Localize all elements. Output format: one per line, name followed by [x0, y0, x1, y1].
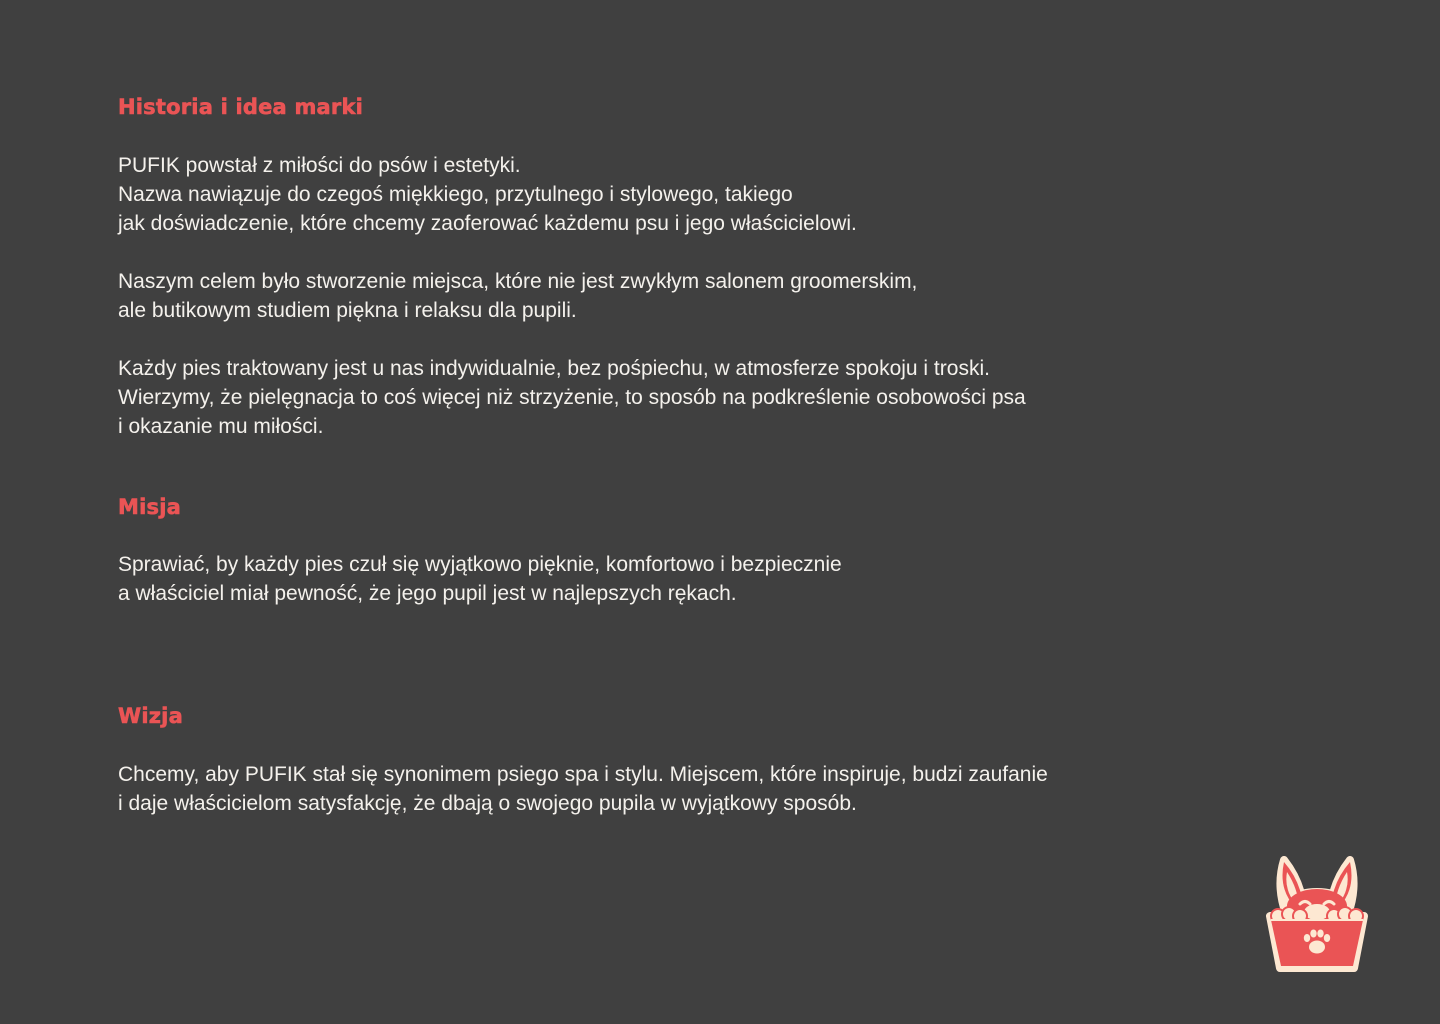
text-line: a właściciel miał pewność, że jego pupil jest w najlepszych rękach. — [118, 582, 737, 605]
history-paragraph-1 — [118, 151, 857, 238]
text-line: Każdy pies traktowany jest u nas indywidualnie, bez pośpiechu, w atmosferze spokoju i troski. — [118, 357, 990, 380]
history-paragraph-3 — [118, 354, 1026, 441]
mission-heading: Misja — [118, 495, 181, 519]
text-line: jak doświadczenie, które chcemy zaoferować każdemu psu i jego właścicielowi. — [118, 212, 857, 235]
mission-paragraph — [118, 550, 842, 608]
vision-paragraph — [118, 760, 1048, 818]
text-line: PUFIK powstał z miłości do psów i estetyki. — [118, 154, 521, 177]
text-line: Nazwa nawiązuje do czegoś miękkiego, przytulnego i stylowego, takiego — [118, 183, 793, 206]
text-line: Chcemy, aby PUFIK stał się synonimem psiego spa i stylu. Miejscem, które inspiruje, budzi zaufanie — [118, 763, 1048, 786]
text-line: ale butikowym studiem piękna i relaksu dla pupili. — [118, 299, 577, 322]
text-line: Sprawiać, by każdy pies czuł się wyjątkowo pięknie, komfortowo i bezpiecznie — [118, 553, 842, 576]
text-line: Naszym celem było stworzenie miejsca, które nie jest zwykłym salonem groomerskim, — [118, 270, 918, 293]
dog-in-basket-logo-icon — [1262, 856, 1372, 978]
text-line: i okazanie mu miłości. — [118, 415, 324, 438]
text-line: Wierzymy, że pielęgnacja to coś więcej niż strzyżenie, to sposób na podkreślenie osobowości psa — [118, 386, 1026, 409]
text-line: i daje właścicielom satysfakcję, że dbają o swojego pupila w wyjątkowy sposób. — [118, 792, 857, 815]
history-paragraph-2 — [118, 267, 917, 325]
vision-heading: Wizja — [118, 704, 183, 728]
history-heading: Historia i idea marki — [118, 95, 364, 119]
